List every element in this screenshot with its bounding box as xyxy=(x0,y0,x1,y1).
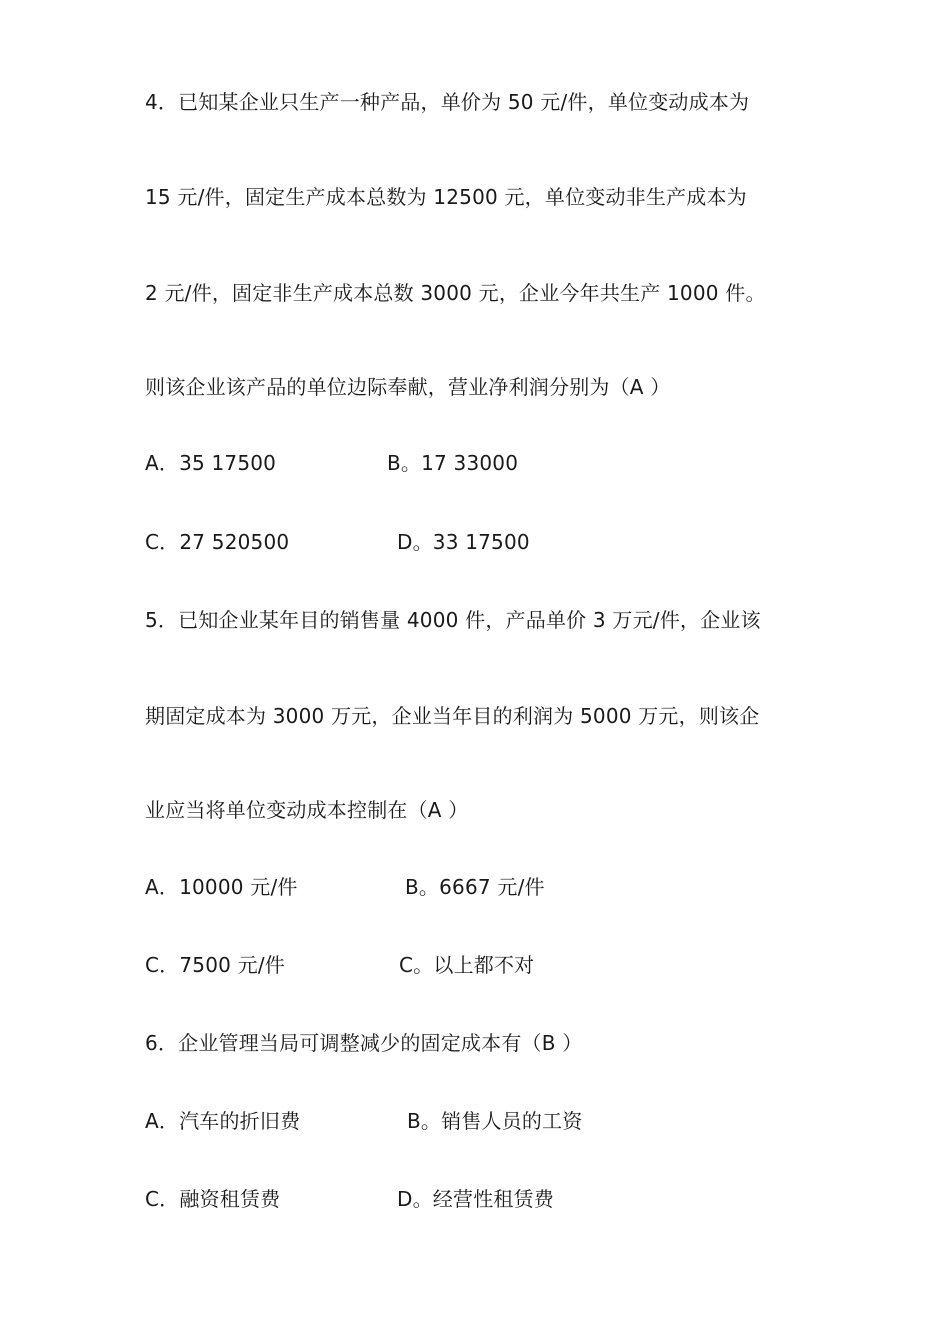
question-6-option-a: A．汽车的折旧费 xyxy=(145,1109,301,1133)
question-5-line-2: 期固定成本为 3000 万元，企业当年目的利润为 5000 万元，则该企 xyxy=(145,704,760,728)
question-4-option-d: D。33 17500 xyxy=(397,530,530,554)
question-5-option-c: C．7500 元/件 xyxy=(145,953,285,977)
question-5-option-d: C。以上都不对 xyxy=(399,953,535,977)
question-6-option-c: C．融资租赁费 xyxy=(145,1187,281,1211)
question-4-option-a: A．35 17500 xyxy=(145,451,277,475)
question-5-line-1: 5．已知企业某年目的销售量 4000 件，产品单价 3 万元/件，企业该 xyxy=(145,608,761,632)
question-4-option-c: C．27 520500 xyxy=(145,530,290,554)
question-4-option-b: B。17 33000 xyxy=(387,451,519,475)
question-6-option-d: D。经营性租赁费 xyxy=(397,1187,555,1211)
question-6-line-1: 6．企业管理当局可调整减少的固定成本有（B ） xyxy=(145,1031,583,1055)
question-5-option-b: B。6667 元/件 xyxy=(405,875,545,899)
question-5-option-a: A．10000 元/件 xyxy=(145,875,298,899)
question-4-line-2: 15 元/件，固定生产成本总数为 12500 元，单位变动非生产成本为 xyxy=(145,185,747,209)
question-5-line-3: 业应当将单位变动成本控制在（A ） xyxy=(145,798,469,822)
question-4-line-3: 2 元/件，固定非生产成本总数 3000 元，企业今年共生产 1000 件。 xyxy=(145,281,766,305)
question-6-option-b: B。销售人员的工资 xyxy=(407,1109,583,1133)
question-4-line-1: 4．已知某企业只生产一种产品，单价为 50 元/件，单位变动成本为 xyxy=(145,90,750,114)
question-4-line-4: 则该企业该产品的单位边际奉献，营业净利润分别为（A ） xyxy=(145,375,671,399)
